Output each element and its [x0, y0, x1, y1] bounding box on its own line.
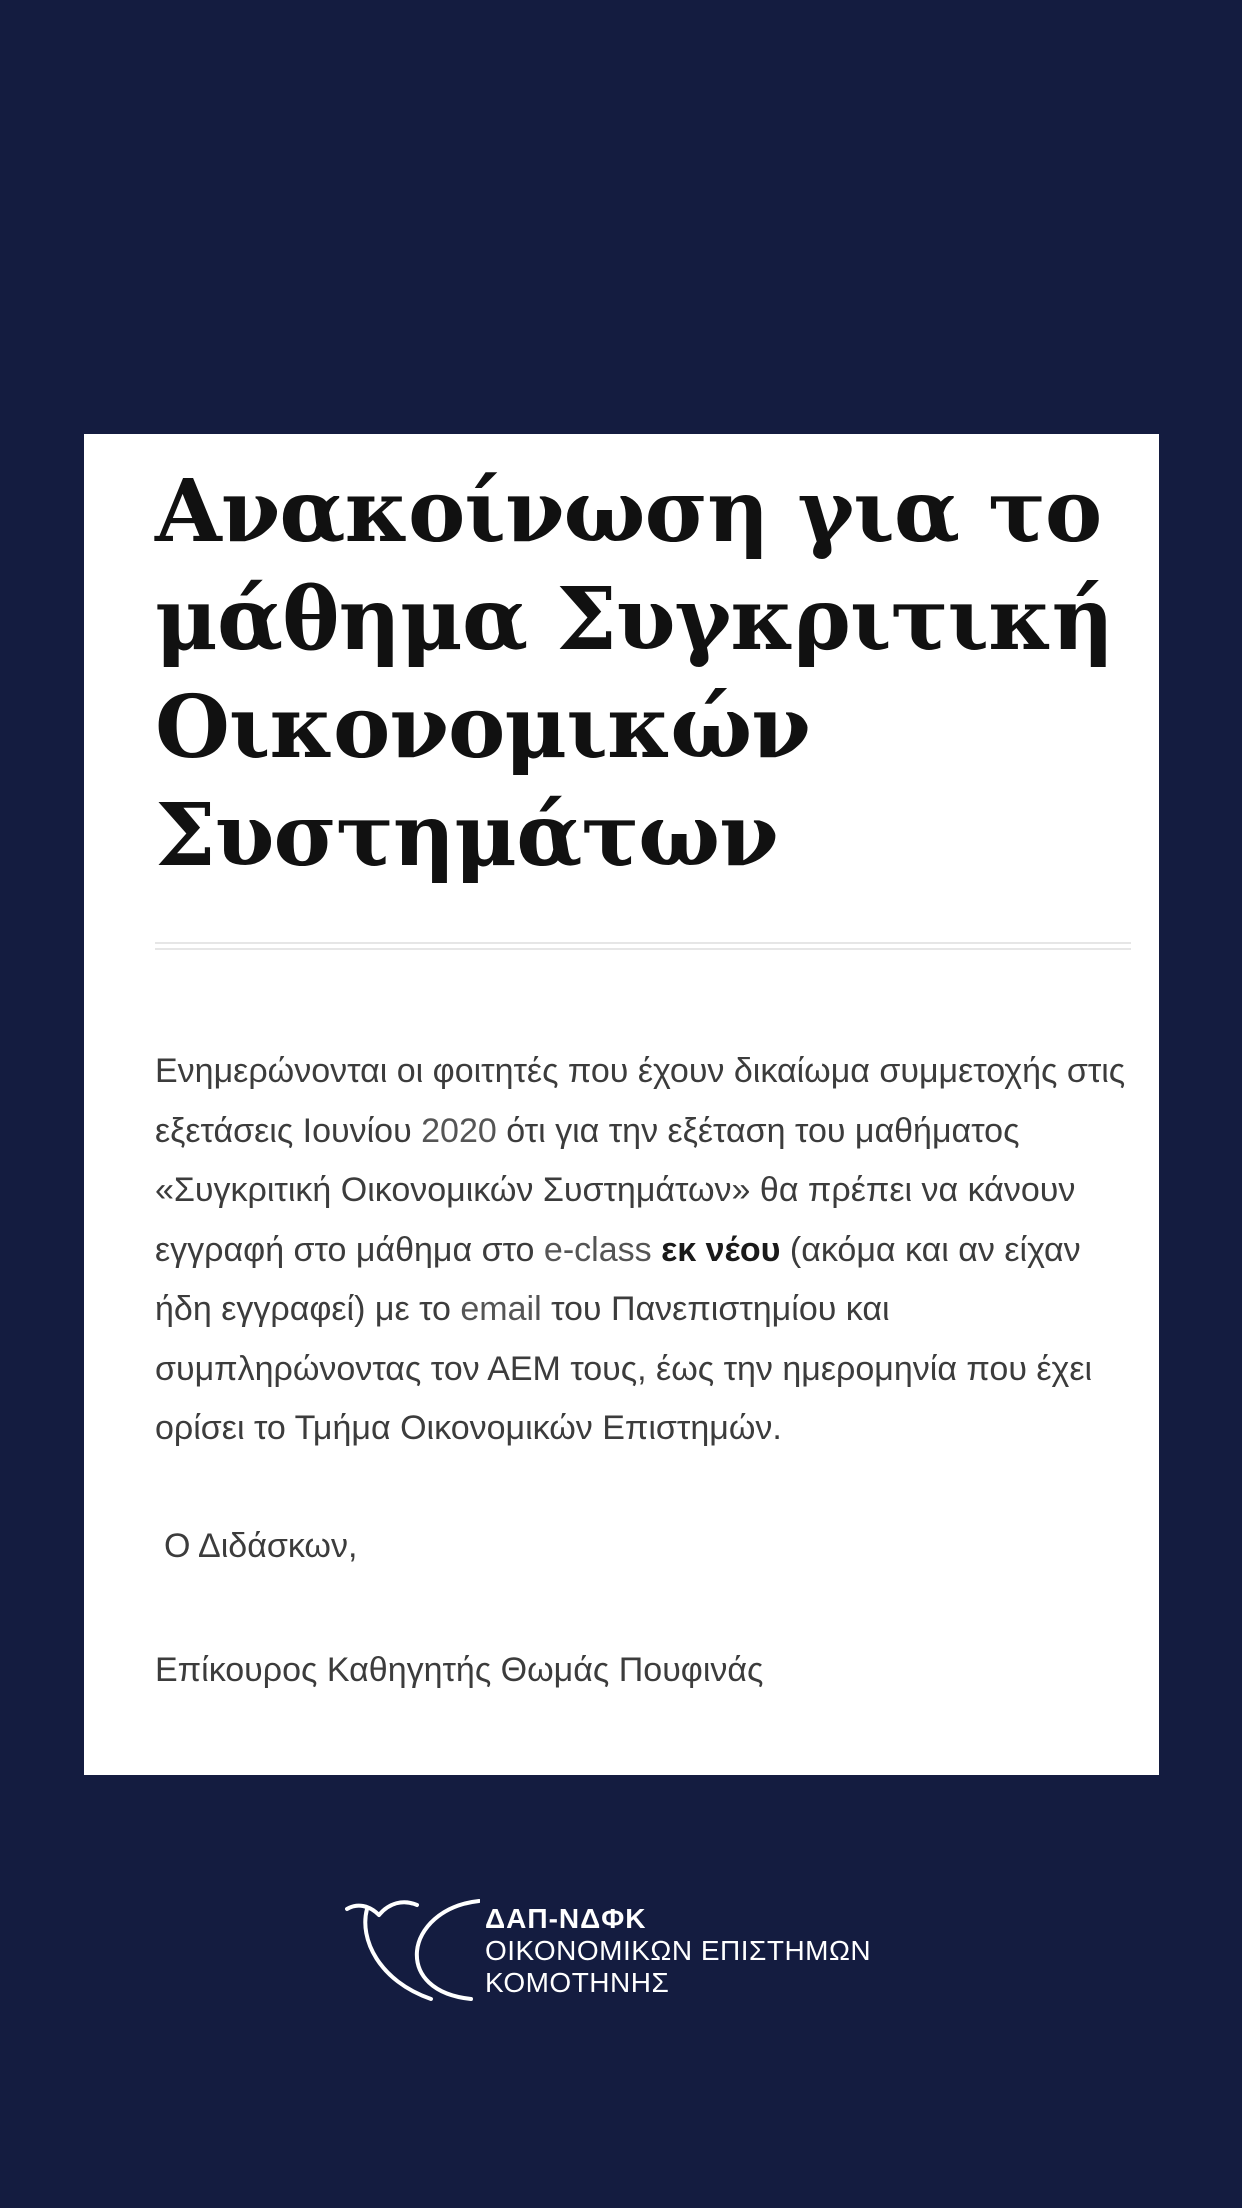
dove-icon [345, 1895, 480, 2005]
closing-line: Ο Διδάσκων, [164, 1526, 358, 1565]
body-space [652, 1231, 661, 1269]
body-year: 2020 [421, 1111, 497, 1150]
logo-line-2: ΟΙΚΟΝΟΜΙΚΩΝ ΕΠΙΣΤΗΜΩΝ [485, 1935, 872, 1966]
logo-line-1: ΔΑΠ-ΝΔΦΚ [485, 1903, 647, 1934]
announcement-body [155, 1042, 1131, 1459]
body-text-part1: Ενημερώνονται οι φοιτητές που έχουν δικαίωμα συμμετοχής στις εξετάσεις Ιουνίου [155, 1052, 1126, 1150]
body-email: email [460, 1290, 542, 1328]
announcement-card [84, 434, 1159, 1775]
title-divider [155, 942, 1131, 950]
logo-text [485, 1903, 871, 1999]
body-text-part3: (ακόμα και αν είχαν ήδη εγγραφεί) με το [155, 1230, 1081, 1328]
body-text-part4: του Πανεπιστημίου και συμπληρώνοντας τον ΑΕΜ τους, έως την ημερομηνία που έχει ορίσει το Τμήμα Οικονομικών Επιστημών. [155, 1290, 1093, 1447]
logo-line-3: ΚΟΜΟΤΗΝΗΣ [485, 1967, 670, 1998]
organization-logo [345, 1895, 905, 2005]
announcement-title: Ανακοίνωση για το μάθημα Συγκριτική Οικονομικών Συστημάτων [155, 461, 1114, 886]
body-text-part2: ότι για την εξέταση του μαθήματος «Συγκριτική Οικονομικών Συστημάτων» θα πρέπει να κάνουν εγγραφή στο μάθημα στο [155, 1111, 1076, 1269]
signature-line: Επίκουρος Καθηγητής Θωμάς Πουφινάς [155, 1650, 764, 1689]
body-emphasis: εκ νέου [661, 1230, 781, 1269]
body-eclass: e-class [543, 1230, 652, 1269]
